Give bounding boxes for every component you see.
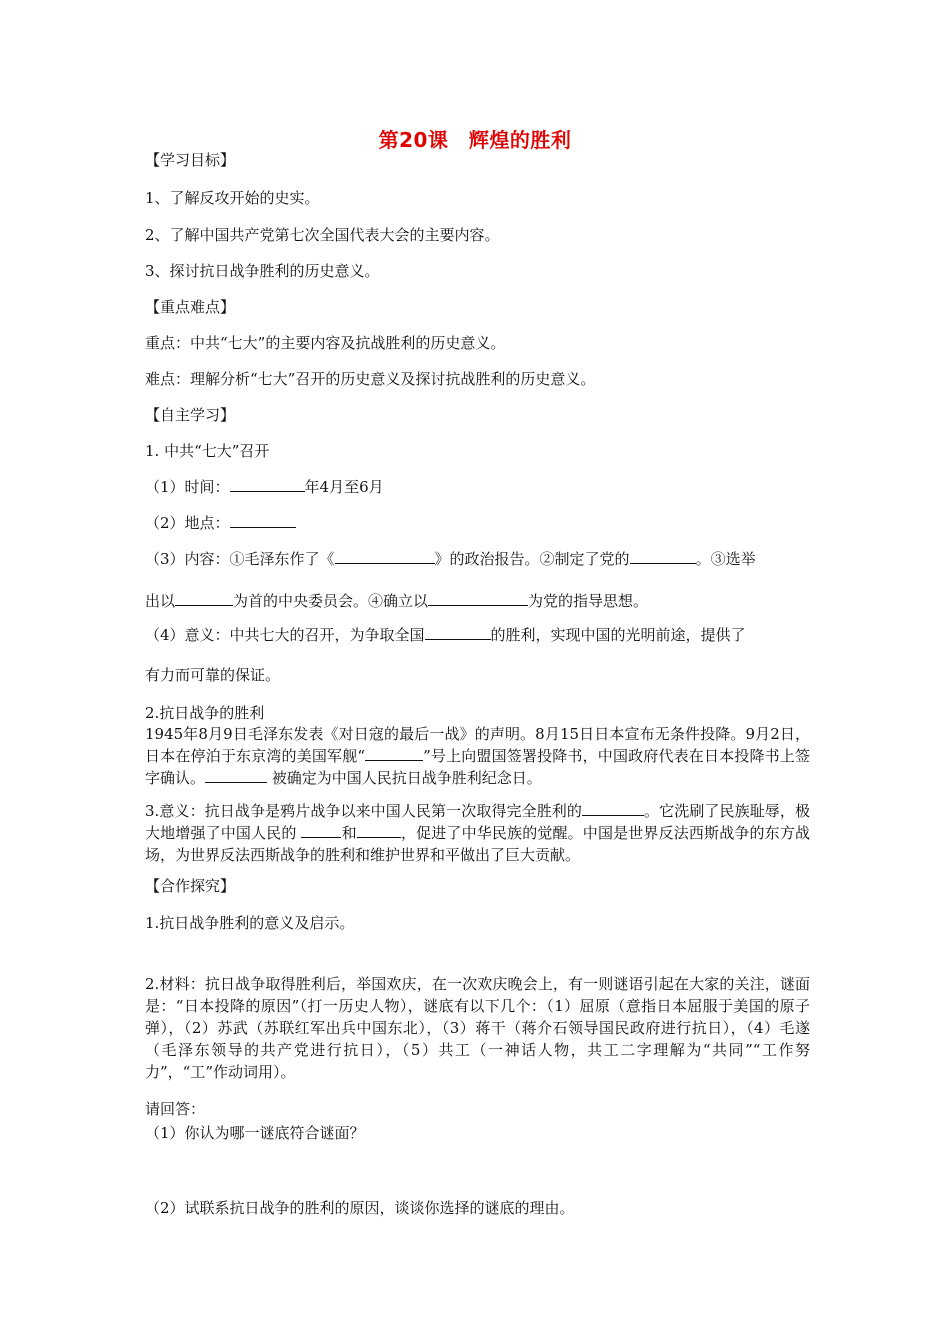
s3-text-a: 3.意义：抗日战争是鸦片战争以来中国人民第一次取得完全胜利的 [145,802,582,820]
time-blank [230,477,305,492]
confidence-blank [301,823,341,838]
content-line-2 [145,591,648,611]
meaning-blank [425,625,491,640]
difficult-point-text: 难点：理解分析“七大”召开的历史意义及探讨抗战胜利的历史意义。 [145,370,596,388]
objective-item-1: 1、了解反攻开始的史实。 [145,189,320,207]
time-suffix: 年4月至6月 [304,478,384,496]
pride-blank [357,823,401,838]
objectives-heading: 【学习目标】 [145,151,236,169]
time-line [145,477,384,497]
section-1-title: 1. 中共“七大”召开 [145,442,270,460]
meaning-line-2: 有力而可靠的保证。 [145,666,281,684]
content-text-a: （3）内容：①毛泽东作了《 [145,550,335,568]
content2-text-b: 为首的中央委员会。④确立以 [233,592,429,610]
meaning-text-a: （4）意义：中共七大的召开，为争取全国 [145,626,425,644]
objective-item-2: 2、了解中国共产党第七次全国代表大会的主要内容。 [145,226,500,244]
guiding-thought-blank [428,591,528,606]
content2-text-a: 出以 [145,592,176,610]
section-2-paragraph [145,723,810,789]
meaning-line-1 [145,625,746,645]
sub-question-2: （2）试联系抗日战争的胜利的原因，谈谈你选择的谜底的理由。 [145,1199,575,1217]
s2-text-b: ”号上向盟国签署投降书，中国政府代表在日本投降书上签字确认。 [145,747,811,787]
section-2-title: 2.抗日战争的胜利 [145,704,265,722]
time-label: （1）时间： [145,478,230,496]
party-charter-blank [630,549,696,564]
place-line [145,513,296,533]
place-blank [230,513,296,528]
question-1: 1.抗日战争胜利的意义及启示。 [145,914,355,932]
key-points-heading: 【重点难点】 [145,298,236,316]
self-study-heading: 【自主学习】 [145,406,236,424]
answer-prompt: 请回答： [145,1100,206,1118]
sub-question-1: （1）你认为哪一谜底符合谜面？ [145,1124,365,1142]
memorial-day-blank [205,768,267,783]
content-text-b: 》的政治报告。②制定了党的 [434,550,630,568]
page-title: 第20课 辉煌的胜利 [378,128,572,152]
key-point-text: 重点：中共“七大”的主要内容及抗战胜利的历史意义。 [145,334,506,352]
s3-text-b: 。它洗刷了民族耻辱，极大地增强了中国人民的 [145,802,810,842]
place-label: （2）地点： [145,514,230,532]
objective-item-3: 3、探讨抗日战争胜利的历史意义。 [145,262,380,280]
s3-text-c: 和 [341,824,357,842]
section-3-paragraph [145,800,810,866]
s2-text-a: 1945年8月9日毛泽东发表《对日寇的最后一战》的声明。8月15日日本宣布无条件投降。9月2日，日本在停泊于东京湾的美国军舰“ [145,725,810,765]
content-text-c: 。③选举 [695,550,756,568]
content-line-1 [145,549,756,569]
victory-blank [582,801,644,816]
content2-text-c: 为党的指导思想。 [528,592,649,610]
meaning-text-b: 的胜利，实现中国的光明前途，提供了 [490,626,746,644]
s2-text-c: 被确定为中国人民抗日战争胜利纪念日。 [267,769,542,787]
material-paragraph: 2.材料：抗日战争取得胜利后，举国欢庆，在一次欢庆晚会上，有一则谜语引起在大家的关注，谜面是：“日本投降的原因”（打一历史人物），谜底有以下几个：（1）屈原（意指日本屈服于美国的原子弹），（2）苏武（苏联红军出兵中国东北），（3）蒋干（蒋介石领导国民政府进行抗日），（4）毛遂（毛泽东领导的共产党进行抗日），（5）共工（一神话人物，共工二字理解为“共同”“工作努力”，“工”作动词用）。 [145,975,810,1081]
cooperation-heading: 【合作探究】 [145,877,236,895]
leader-blank [175,591,233,606]
s3-text-d: ，促进了中华民族的觉醒。中国是世界反法西斯战争的东方战场，为世界反法西斯战争的胜利和维护世界和平做出了巨大贡献。 [145,824,810,864]
warship-blank [365,746,423,761]
report-blank [335,549,435,564]
